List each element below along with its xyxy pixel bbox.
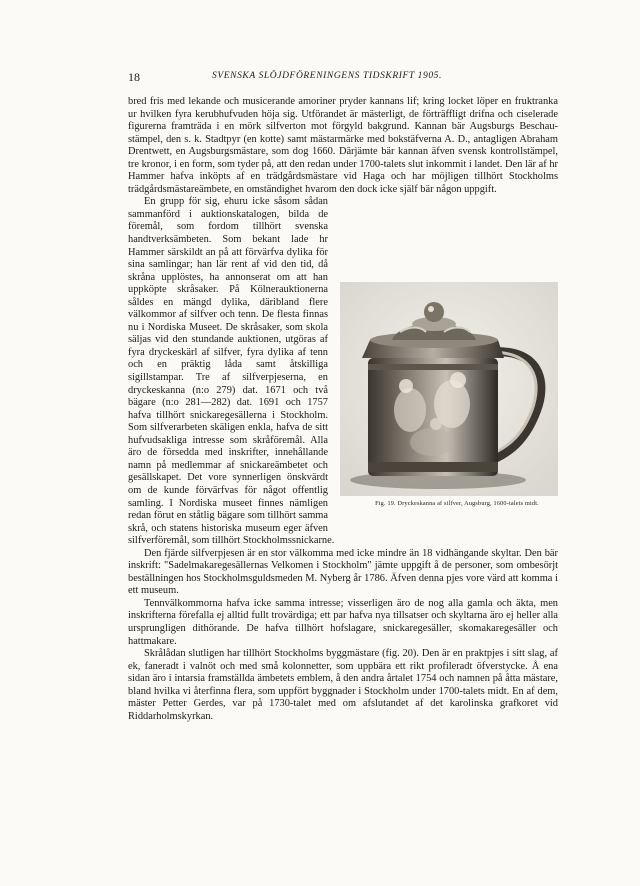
page-number: 18 xyxy=(128,70,140,84)
article-body xyxy=(128,96,558,723)
paragraph-2-text: En grupp för sig, ehuru icke såsom sådan sammanförd i auktionskatalogen, bilda de föremål, som fordom tillhört svenska handtverksämbeten. Som bekant lade hr Hammer särskildt an på att förvärfva dylika för sina samlingar; han lär rent af vid den tid, då skråna upplöstes, ha annonserat om att han uppköpte skråsaker. På Kölnerauktionerna såldes en mängd dylika, däribland flere välkommor af silfver och tenn. De flesta finnas nu i Nordiska Museet. De skråsaker, som skola säljas vid den stundande auktionen, utgöras af fyra dryckeskärl af silfver, fyra dylika af tenn och en präktig låda samt åtskilliga sigillstampar. Tre af silfverpjeserna, en dryckeskanna (n:o 279) dat. 1671 och två bägare (n:o 281—282) dat. 1691 och 1757 hafva tillhört snickaregesällerna i Stockholm. Som silfverarbeten skäligen enkla, hafva de sitt hufvudsakliga intresse som skråföremål. Alla äro de försedda med inskrifter, innehållande namn på medlemmar af snickareämbetet och gesällskapet. Det vore synnerligen önskvärdt om de kunde förvärfvas för något offentlig samling. I Nordiska museet finnes nämligen redan förut en ståtlig bägare som tillhört samma skrå, och statens historiska museum eger äfven silfverföremål, som tillhört Stockholmssnickarne. xyxy=(128,196,335,547)
tankard-photo xyxy=(340,282,558,496)
page-header xyxy=(128,70,526,86)
paragraph-1: bred fris med lekande och musicerande amoriner pryder kannans lif; kring locket löper en fruktranka ur hvilken fyra kerubhufvuden höja sig. Utförandet är mästerligt, de förträffligt drifna och ciselerade figurerna framträda i en mörk silfverton mot förgyld bakgrund. Kannan bär Augsburgs Beschau-stämpel, den s. k. Stadtpyr (en kotte) samt mästarmärke med bokstäfverna A. D., antagligen Abraham Drentwett, en Augsburgsmästare, som dog 1660. Därjämte bär kannan äfven svensk kontrollstämpel, tre kronor, i en form, som tyder på, att den redan under 1700-talets slut inkommit i landet. Den lär af hr Hammer hafva inköpts af en trädgårdsmästare vid Haga och har möjligen tillhört Stockholms trädgårdsmästareämbete, en omständighet hvarom den dock icke själf bär någon uppgift. xyxy=(128,96,558,195)
paragraph-3: Den fjärde silfverpjesen är en stor välkomma med icke mindre än 18 vidhängande skyltar. Den bär inskrift: "Sadelmakaregesällernas Velkomen i Stockholm" jämte uppgift å de personer, som ombesörjt beställningen hos Stockholmsguldsmeden M. Nyberg år 1786. Äfven denna pjes vore värd att komma i ett museum. xyxy=(128,547,558,597)
running-title: SVENSKA SLÖJDFÖRENINGENS TIDSKRIFT 1905. xyxy=(211,71,442,81)
figure-19 xyxy=(340,282,558,522)
paragraph-4: Tennvälkommorna hafva icke samma intresse; visserligen äro de nog alla gamla och äkta, men inskrifterna förefalla ej alltid fullt trovärdiga; ett par hafva nya tillsatser och skyltarna äro ej heller alla ursprungligen dithörande. De hafva tillhört hofslagare, snickaregesäller, skomakaregesäller och hattmakare. xyxy=(128,597,558,647)
paragraph-2 xyxy=(128,196,558,547)
paragraph-5: Skrålådan slutligen har tillhört Stockholms byggmästare (fig. 20). Den är en praktpjes i sitt slag, af ek, faneradt i valnöt och med små kolonnetter, som uppbära ett rikt profileradt öfverstycke. Å ena sidan äro i intarsia framställda ämbetets emblem, å den andra årtalet 1754 och namnen på åtta mästare, bland hvilka vi återfinna flera, som uppfört byggnader i Stockholm under 1700-talets midt. En af dem, mäster Petter Gerdes, var på 1730-talet med om afslutandet af det karolinska grafkoret vid Riddarholmskyrkan. xyxy=(128,648,558,722)
figure-caption: Fig. 19. Dryckeskanna af silfver, Augsburg, 1600-talets midt. xyxy=(375,500,539,508)
